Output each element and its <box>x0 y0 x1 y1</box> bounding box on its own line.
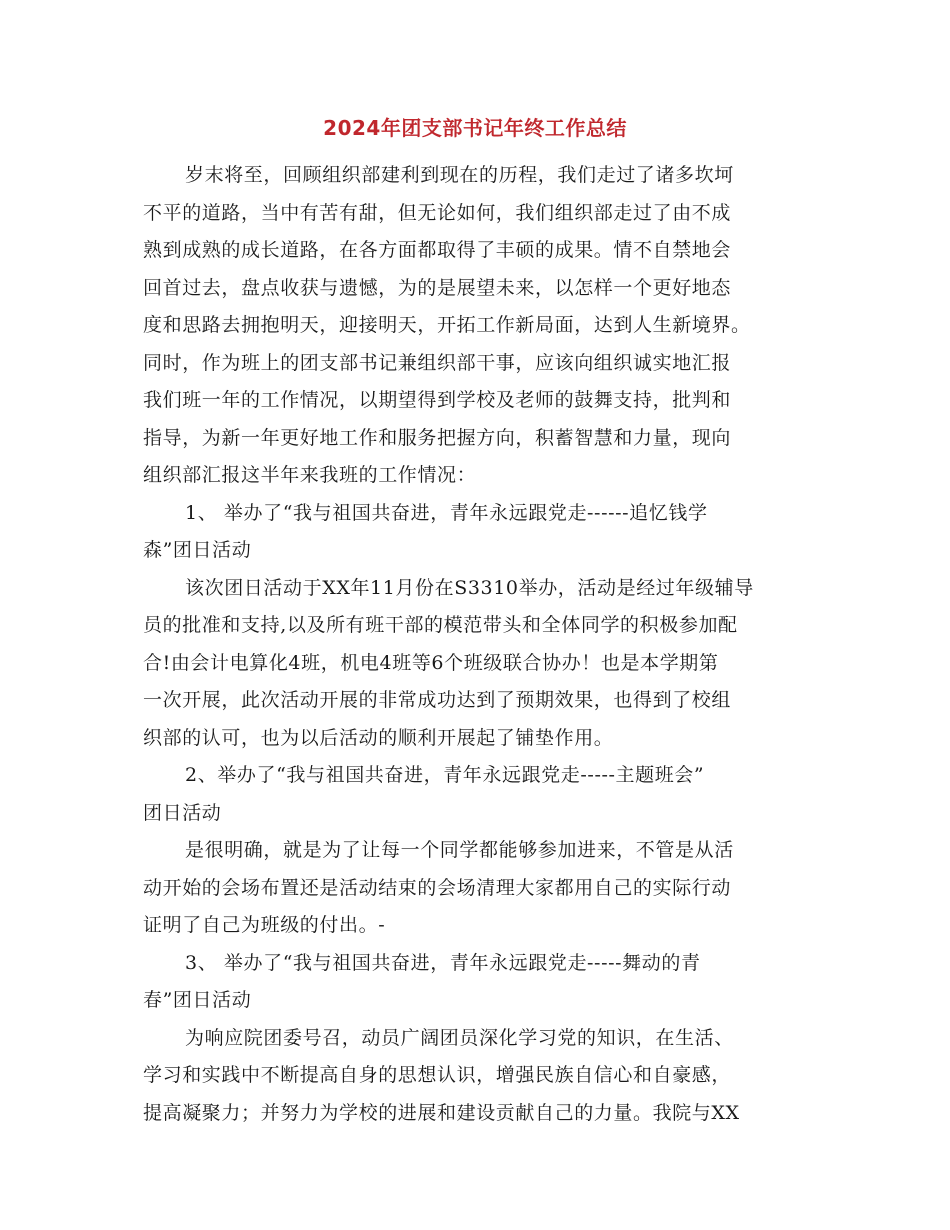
text-line: 回首过去，盘点收获与遗憾，为的是展望未来，以怎样一个更好地态 <box>143 276 732 299</box>
text-line: 1、 举办了“我与祖国共奋进，青年永远跟党走------追忆钱学 <box>185 501 708 524</box>
text-line: 森”团日活动 <box>143 539 252 561</box>
text-line: 员的批准和支持,以及所有班干部的模范带头和全体同学的积极参加配 <box>143 614 738 636</box>
text-line: 一次开展，此次活动开展的非常成功达到了预期效果，也得到了校组 <box>143 689 732 711</box>
text-line: 岁末将至，回顾组织部建利到现在的历程，我们走过了诸多坎坷 <box>185 164 734 186</box>
text-line: 织部的认可，也为以后活动的顺利开展起了铺垫作用。 <box>143 726 614 749</box>
text-line: 熟到成熟的成长道路，在各方面都取得了丰硕的成果。情不自禁地会 <box>143 239 732 261</box>
text-line: 指导，为新一年更好地工作和服务把握方向，积蓄智慧和力量，现向 <box>143 426 732 449</box>
text-line: 我们班一年的工作情况，以期望得到学校及老师的鼓舞支持，批判和 <box>143 389 732 411</box>
text-line: 同时，作为班上的团支部书记兼组织部干事，应该向组织诚实地汇报 <box>143 351 732 374</box>
text-line: 春”团日活动 <box>143 989 252 1011</box>
text-line: 合!由会计电算化4班，机电4班等6个班级联合协办！也是本学期第 <box>143 651 719 674</box>
text-line: 3、 举办了“我与祖国共奋进，青年永远跟党走-----舞动的青 <box>185 951 701 974</box>
text-line: 为响应院团委号召，动员广阔团员深化学习党的知识，在生活、 <box>185 1026 734 1049</box>
text-line: 2、举办了“我与祖国共奋进，青年永远跟党走-----主题班会” <box>185 764 705 786</box>
text-line: 团日活动 <box>143 801 222 824</box>
document-title: 2024年团支部书记年终工作总结 <box>323 116 627 140</box>
text-line: 度和思路去拥抱明天，迎接明天，开拓工作新局面，达到人生新境界。 <box>143 314 751 336</box>
text-line: 该次团日活动于XX年11月份在S3310举办，活动是经过年级辅导 <box>185 576 754 599</box>
text-line: 提高凝聚力；并努力为学校的进展和建设贡献自己的力量。我院与XX <box>143 1101 740 1124</box>
text-line: 动开始的会场布置还是活动结束的会场清理大家都用自己的实际行动 <box>143 876 732 899</box>
text-line: 证明了自己为班级的付出。- <box>143 914 386 936</box>
text-line: 学习和实践中不断提高自身的思想认识，增强民族自信心和自豪感， <box>143 1064 732 1086</box>
text-line: 不平的道路，当中有苦有甜，但无论如何，我们组织部走过了由不成 <box>143 201 732 224</box>
document-body <box>143 157 808 1132</box>
text-line: 是很明确，就是为了让每一个同学都能够参加进来，不管是从活 <box>185 839 734 861</box>
text-line: 组织部汇报这半年来我班的工作情况： <box>143 464 477 486</box>
